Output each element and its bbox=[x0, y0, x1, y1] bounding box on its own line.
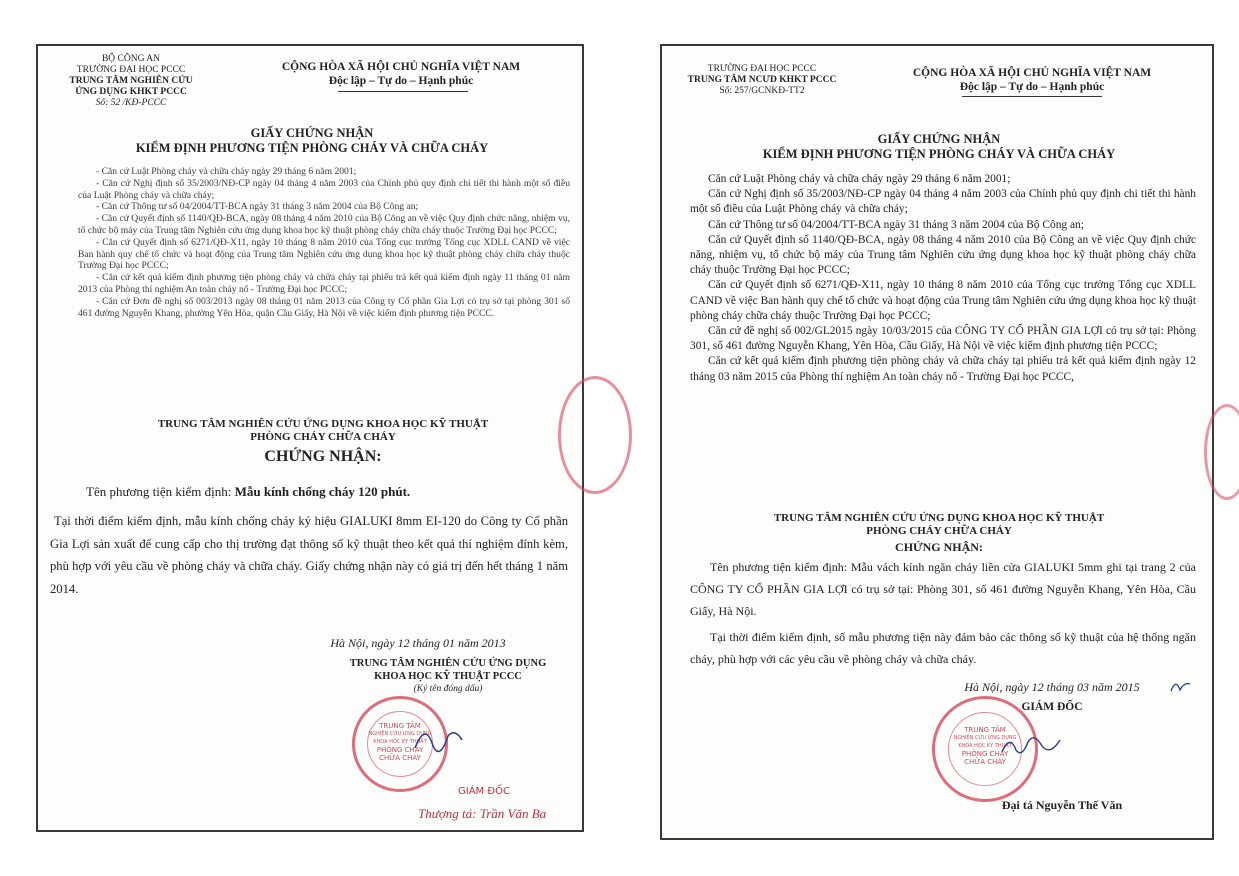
sign-note: (Ký tên đóng dấu) bbox=[413, 684, 483, 694]
seal-line: KHOA HỌC KỸ THUẬT bbox=[958, 743, 1012, 749]
certificate-title bbox=[48, 126, 576, 156]
school-name: TRƯỜNG ĐẠI HỌC PCCC bbox=[76, 65, 186, 75]
certificate-title bbox=[672, 132, 1206, 162]
national-motto-block bbox=[862, 66, 1202, 94]
item-line bbox=[68, 484, 568, 500]
certify-heading: CHỨNG NHẬN: bbox=[264, 448, 382, 465]
center-heading bbox=[98, 418, 548, 444]
seal-line: CHỮA CHÁY bbox=[379, 754, 421, 762]
overlapping-seal-edge bbox=[558, 376, 632, 494]
legal-basis-item: - Căn cứ kết quả kiểm định phương tiện phòng cháy và chữa cháy tại phiếu trả kết quả kiểm định ngày 11 tháng 01 năm 2013 của Phòng thí nghiệm An toàn cháy nổ - Trường Đại học PCCC; bbox=[78, 272, 570, 295]
legal-basis-item: - Căn cứ Đơn đề nghị số 003/2013 ngày 08 tháng 01 năm 2013 của Công ty Cổ phần Gia Lợi có trụ sở tại phòng 301 số 461 đường Nguyễn Khang, phường Yên Hòa, quận Cầu Giấy, Hà Nội về việc kiểm định phương tiện PCCC. bbox=[78, 295, 570, 319]
sign-org-line1: TRUNG TÂM NGHIÊN CỨU ỨNG DỤNG bbox=[349, 658, 547, 669]
document-number: Số: 257/GCNKĐ-TT2 bbox=[719, 86, 805, 96]
certificate-document-2013 bbox=[36, 44, 584, 832]
certificate-document-2015 bbox=[660, 44, 1214, 840]
issuer-block bbox=[56, 54, 206, 109]
sign-role: GIÁM ĐỐC bbox=[458, 786, 510, 797]
legal-bases bbox=[78, 166, 570, 319]
legal-basis-item: - Căn cứ Nghị định số 35/2003/NĐ-CP ngày 04 tháng 4 năm 2003 của Chính phủ quy định chi tiết thi hành một số điều của Luật Phòng cháy và chữa cháy; bbox=[78, 177, 570, 201]
seal-line: NGHIÊN CỨU ỨNG DỤNG bbox=[368, 731, 432, 737]
legal-basis-item: Căn cứ Nghị định số 35/2003/NĐ-CP ngày 04 tháng 4 năm 2003 của Chính phủ quy định chi tiết thi hành một số điều của Luật Phòng cháy và chữa cháy; bbox=[690, 188, 1196, 216]
item-label: Tên phương tiện kiểm định: bbox=[86, 484, 235, 499]
center-heading-line2: PHÒNG CHÁY CHỮA CHÁY bbox=[866, 525, 1012, 537]
place-date: Hà Nội, ngày 12 tháng 03 năm 2015 bbox=[964, 680, 1140, 694]
issuer-block bbox=[672, 64, 852, 97]
motto: Độc lập – Tự do – Hạnh phúc bbox=[328, 75, 474, 87]
signer-name: Thượng tá: Trần Văn Ba bbox=[418, 806, 547, 821]
ministry-name: BỘ CÔNG AN bbox=[101, 54, 161, 64]
legal-basis-item: Căn cứ Thông tư số 04/2004/TT-BCA ngày 31 tháng 3 năm 2004 của Bộ Công an; bbox=[708, 218, 1084, 231]
title-line1: GIẤY CHỨNG NHẬN bbox=[877, 132, 1001, 146]
signer-name: Đại tá Nguyễn Thế Văn bbox=[1001, 798, 1123, 812]
motto: Độc lập – Tự do – Hạnh phúc bbox=[959, 81, 1105, 93]
legal-basis-item: Căn cứ Quyết định số 1140/QĐ-BCA, ngày 08 tháng 4 năm 2010 của Bộ Công an về việc Quy định chức năng, nhiệm vụ, tổ chức bộ máy của Trung tâm Nghiên cứu ứng dụng khoa học kỹ thuật phòng cháy chữa cháy thuộc Trường Đại học PCCC; bbox=[690, 233, 1196, 277]
title-line1: GIẤY CHỨNG NHẬN bbox=[250, 126, 374, 140]
signing-organization bbox=[318, 658, 578, 696]
center-name: TRUNG TÂM NCƯD KHKT PCCC bbox=[687, 75, 837, 85]
seal-line: TRUNG TÂM bbox=[964, 726, 1006, 734]
seal-line: CHỮA CHÁY bbox=[964, 758, 1006, 766]
legal-basis-item: - Căn cứ Quyết định số 1140/QĐ-BCA, ngày 08 tháng 4 năm 2010 của Bộ Công an về việc Quy định chức năng, nhiệm vụ, tổ chức bộ máy của Trung tâm Nghiên cứu ứng dụng khoa học kỹ thuật phòng cháy chữa cháy thuộc Trường Đại học PCCC; bbox=[78, 213, 570, 236]
legal-bases bbox=[690, 172, 1196, 385]
seal-line: KHOA HỌC KỸ THUẬT bbox=[373, 739, 427, 745]
initial-mark bbox=[1168, 676, 1194, 696]
certify-heading: CHỨNG NHẬN: bbox=[895, 540, 983, 554]
center-name-line1: TRUNG TÂM NGHIÊN CỨU bbox=[69, 76, 193, 86]
legal-basis-item: - Căn cứ Luật Phòng cháy và chữa cháy ngày 29 tháng 6 năm 2001; bbox=[96, 166, 357, 177]
motto-underline bbox=[338, 91, 468, 92]
sign-role: GIÁM ĐỐC bbox=[1021, 701, 1083, 713]
seal-line: NGHIÊN CỨU ỨNG DỤNG bbox=[953, 735, 1017, 741]
certificate-body: Tại thời điểm kiểm định, số mẫu phương tiện này đảm bảo các thông số kỹ thuật của hệ thống ngăn cháy, phù hợp với các yêu cầu về phòng cháy và chữa cháy. bbox=[690, 630, 1196, 666]
national-motto-block bbox=[236, 60, 566, 88]
center-name-line2: ỨNG DỤNG KHKT PCCC bbox=[75, 87, 187, 97]
document-number: Số: 52 /KĐ-PCCC bbox=[95, 98, 167, 108]
legal-basis-item: Căn cứ kết quả kiểm định phương tiện phòng cháy và chữa cháy tại phiếu trả kết quả kiểm định ngày 12 tháng 03 năm 2015 của Phòng thí nghiệm An toàn cháy nổ - Trường Đại học PCCC, bbox=[690, 355, 1196, 383]
legal-basis-item: Căn cứ Luật Phòng cháy và chữa cháy ngày 29 tháng 6 năm 2001; bbox=[708, 173, 1011, 185]
title-line2: KIỂM ĐỊNH PHƯƠNG TIỆN PHÒNG CHÁY VÀ CHỮA CHÁY bbox=[135, 141, 489, 155]
center-heading-line2: PHÒNG CHÁY CHỮA CHÁY bbox=[250, 431, 396, 443]
legal-basis-item: - Căn cứ Quyết định số 6271/QĐ-X11, ngày 10 tháng 8 năm 2010 của Tổng cục trưởng Tổng cục XDLL CAND về việc Ban hành quy chế tổ chức và hoạt động của Trung tâm Nghiên cứu ứng dụng khoa học kỹ thuật phòng cháy chữa cháy thuộc Trường Đại học PCCC; bbox=[78, 236, 570, 272]
country-name: CỘNG HÒA XÃ HỘI CHỦ NGHĨA VIỆT NAM bbox=[912, 67, 1152, 79]
center-heading-line1: TRUNG TÂM NGHIÊN CỨU ỨNG DỤNG KHOA HỌC KỸ THUẬT bbox=[157, 418, 489, 430]
item-value: Mẫu kính chống cháy 120 phút. bbox=[234, 484, 411, 499]
legal-basis-item: Căn cứ đề nghị số 002/GL2015 ngày 10/03/2015 của CÔNG TY CỔ PHẦN GIA LỢI có trụ sở tại: Phòng 301, số 461 đường Nguyễn Khang, Yên Hòa, Cầu Giấy, Hà Nội về việc kiểm định phương tiện PCCC; bbox=[690, 325, 1196, 353]
item-line: Tên phương tiện kiểm định: Mẫu vách kính ngăn cháy liền cửa GIALUKI 5mm ghi tại trang 2 của CÔNG TY CỔ PHẦN GIA LỢI có trụ sở tại: Phòng 301, số 461 đường Nguyễn Khang, Yên Hòa, Cầu Giấy, Hà Nội. bbox=[690, 560, 1196, 618]
country-name: CỘNG HÒA XÃ HỘI CHỦ NGHĨA VIỆT NAM bbox=[281, 61, 521, 73]
seal-line: PHÒNG CHÁY bbox=[961, 750, 1009, 758]
seal-line: TRUNG TÂM bbox=[379, 722, 421, 730]
handwritten-signature bbox=[410, 718, 470, 758]
legal-basis-item: - Căn cứ Thông tư số 04/2004/TT-BCA ngày 31 tháng 3 năm 2004 của Bộ Công an; bbox=[96, 201, 419, 213]
center-heading bbox=[692, 512, 1186, 538]
seal-line: PHÒNG CHÁY bbox=[376, 746, 424, 754]
certificate-body: Tại thời điểm kiểm định, mẫu kính chống cháy ký hiệu GIALUKI 8mm EI-120 do Công ty Cổ phần Gia Lợi sản xuất để cung cấp cho thị trường đạt thông số kỹ thuật theo kết quả thí nghiệm đính kèm, phù hợp với yêu cầu về phòng cháy và chữa cháy. Giấy chứng nhận này có giá trị đến hết tháng 1 năm 2014. bbox=[50, 514, 568, 596]
center-heading-line1: TRUNG TÂM NGHIÊN CỨU ỨNG DỤNG KHOA HỌC KỸ THUẬT bbox=[773, 512, 1105, 524]
legal-basis-item: Căn cứ Quyết định số 6271/QĐ-X11, ngày 10 tháng 8 năm 2010 của Tổng cục trưởng Tổng cục XDLL CAND về việc Ban hành quy chế tổ chức và hoạt động của Trung tâm Nghiên cứu ứng dụng khoa học kỹ thuật phòng cháy chữa cháy thuộc Trường Đại học PCCC; bbox=[690, 279, 1196, 322]
school-name: TRƯỜNG ĐẠI HỌC PCCC bbox=[707, 64, 817, 74]
title-line2: KIỂM ĐỊNH PHƯƠNG TIỆN PHÒNG CHÁY VÀ CHỮA CHÁY bbox=[762, 147, 1116, 161]
handwritten-signature bbox=[998, 728, 1068, 768]
sign-org-line2: KHOA HỌC KỸ THUẬT PCCC bbox=[374, 670, 522, 682]
place-date: Hà Nội, ngày 12 tháng 01 năm 2013 bbox=[330, 636, 506, 650]
motto-underline bbox=[962, 96, 1102, 97]
